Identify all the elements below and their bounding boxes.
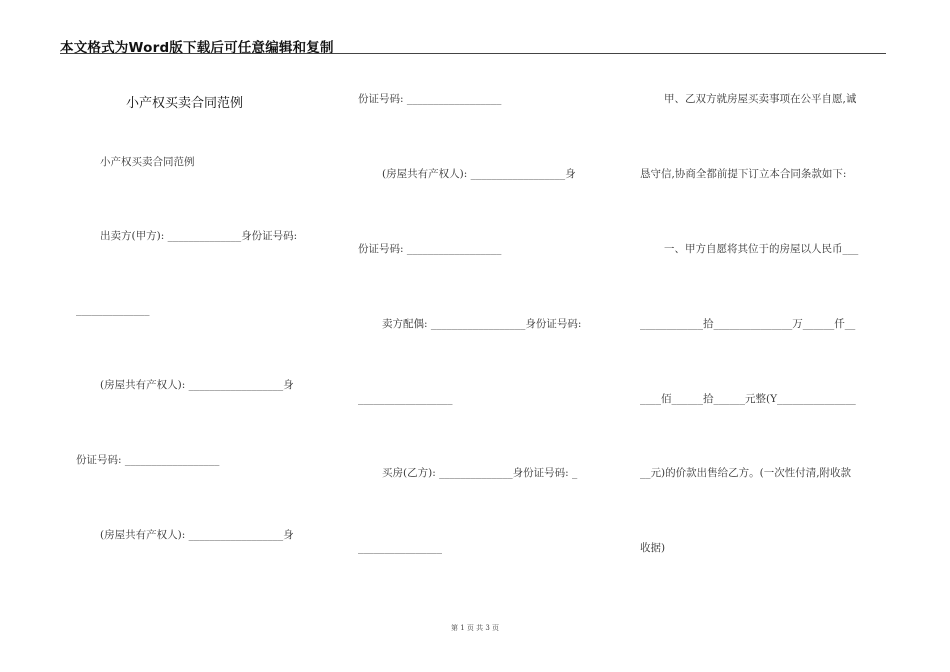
col1-line-3: ______________ xyxy=(76,304,150,316)
col1-line-5: 份证号码: __________________ xyxy=(76,454,220,466)
col3-line-1: 甲、乙双方就房屋买卖事项在公平自愿,诚 xyxy=(664,93,857,105)
document-title: 小产权买卖合同范例 xyxy=(126,96,244,111)
col2-line-5: __________________ xyxy=(358,393,453,405)
document-header: 本文格式为Word版下载后可任意编辑和复制 xyxy=(60,40,334,56)
col3-line-2: 恳守信,协商全都前提下订立本合同条款如下: xyxy=(640,168,847,180)
col3-line-3: 一、甲方自愿将其位于的房屋以人民币___ xyxy=(664,243,859,255)
col3-line-6: __元)的价款出售给乙方。(一次性付清,附收款 xyxy=(640,467,852,479)
col3-line-5: ____佰______拾______元整(Y_______________ xyxy=(640,393,856,405)
col2-line-6: 买房(乙方): ______________身份证号码: _ xyxy=(382,467,578,479)
col3-line-7: 收据) xyxy=(640,542,666,554)
col2-line-1: 份证号码: __________________ xyxy=(358,93,502,105)
page-number: 第 1 页 共 3 页 xyxy=(450,624,500,632)
col1-line-4: (房屋共有产权人): __________________身 xyxy=(100,379,294,391)
col1-line-1: 小产权买卖合同范例 xyxy=(100,156,195,168)
col2-line-2: (房屋共有产权人): __________________身 xyxy=(382,168,576,180)
col1-line-2: 出卖方(甲方): ______________身份证号码: xyxy=(100,230,298,242)
col2-line-3: 份证号码: __________________ xyxy=(358,243,502,255)
header-divider xyxy=(60,53,886,54)
col1-line-6: (房屋共有产权人): __________________身 xyxy=(100,529,294,541)
col2-line-4: 卖方配偶: __________________身份证号码: xyxy=(382,318,582,330)
col2-line-7: ________________ xyxy=(358,542,442,554)
col3-line-4: ____________拾_______________万______仟__ xyxy=(640,318,856,330)
